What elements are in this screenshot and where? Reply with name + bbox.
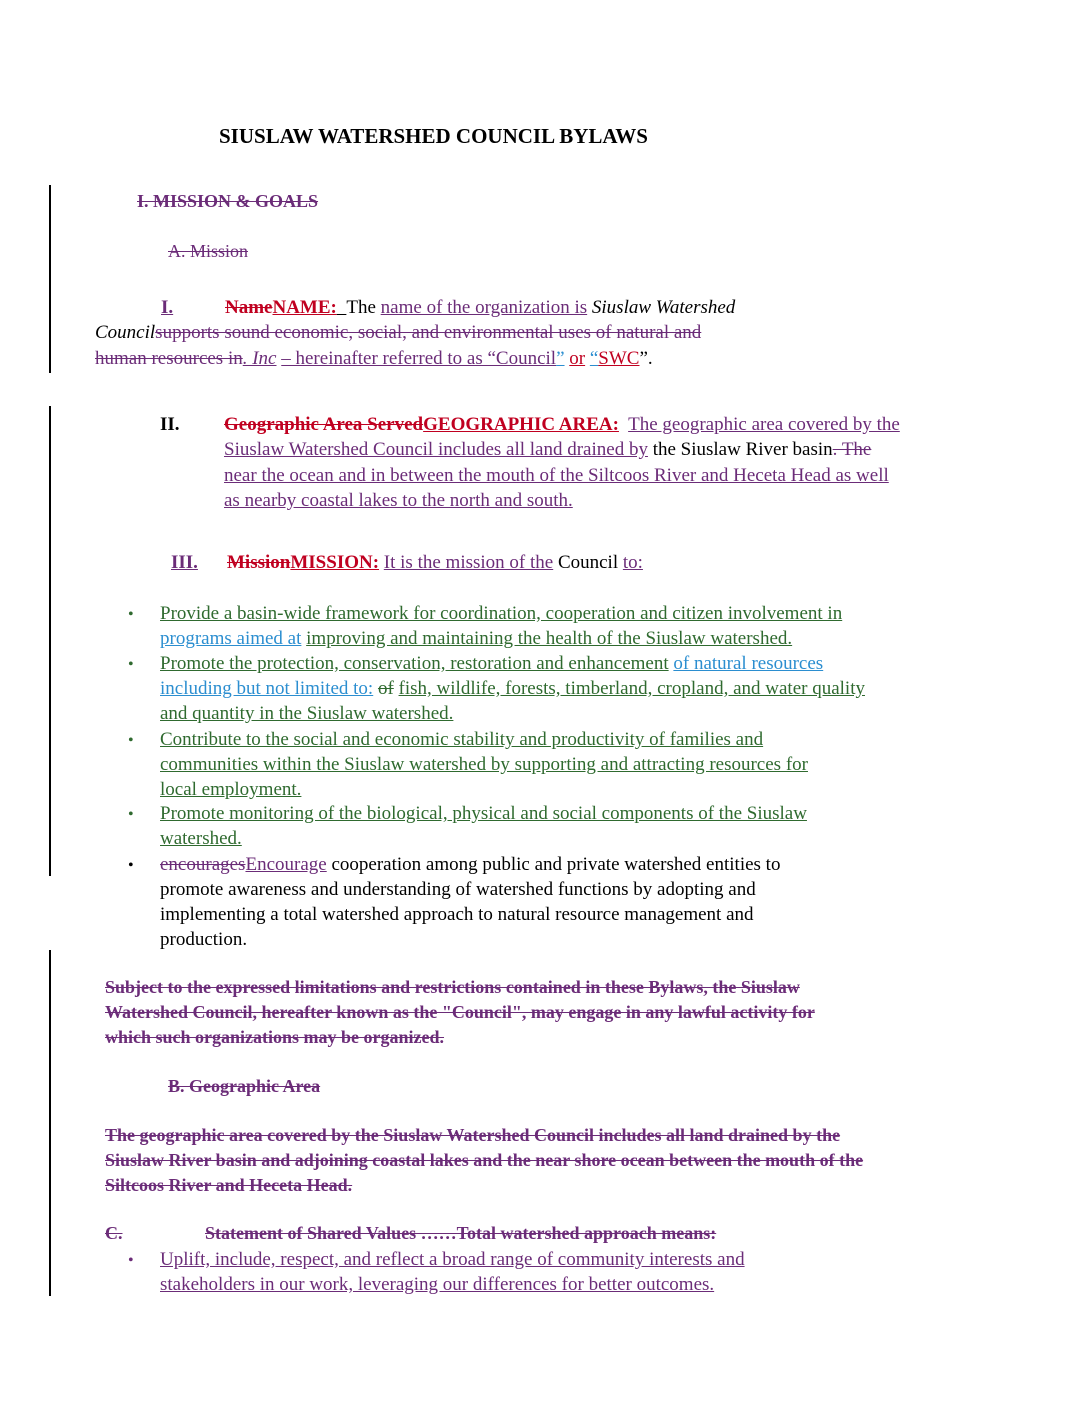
inserted-text: MISSION: bbox=[290, 552, 380, 573]
article-name-line bbox=[95, 348, 653, 370]
inserted-text: of natural resources bbox=[673, 653, 824, 674]
inserted-text: to: bbox=[622, 552, 643, 573]
bullet-icon: • bbox=[128, 656, 134, 673]
deleted-text: human resources in bbox=[95, 348, 243, 369]
values-bullet: Uplift, include, respect, and reflect a broad range of community interests and bbox=[160, 1249, 745, 1270]
section-heading: I. MISSION & GOALS bbox=[137, 191, 319, 211]
section-heading: C. bbox=[105, 1223, 123, 1243]
deleted-paragraph: Subject to the expressed limitations and restrictions contained in these Bylaws, the Siuslaw bbox=[105, 977, 800, 997]
inserted-text: improving and maintaining the health of the Siuslaw watershed. bbox=[306, 628, 793, 649]
section-heading: B. Geographic Area bbox=[168, 1076, 321, 1096]
section-heading: Statement of Shared Values ……Total watershed approach means: bbox=[205, 1223, 717, 1243]
mission-bullet: implementing a total watershed approach to natural resource management and bbox=[160, 904, 754, 925]
mission-bullet bbox=[160, 678, 865, 700]
section-heading: A. Mission bbox=[168, 241, 249, 261]
bullet-icon: • bbox=[128, 606, 134, 623]
inserted-text: Promote the protection, conservation, restoration and enhancement bbox=[160, 653, 669, 674]
article-number: II. bbox=[160, 414, 180, 435]
article-geo-line bbox=[224, 439, 871, 461]
mission-bullet bbox=[160, 653, 823, 675]
inserted-text: as nearby coastal lakes to the north and south. bbox=[224, 490, 573, 511]
body-text: ”. bbox=[639, 348, 653, 369]
deleted-paragraph: which such organizations may be organized. bbox=[105, 1027, 445, 1047]
inserted-text: SWC bbox=[598, 348, 640, 369]
mission-bullet: promote awareness and understanding of watershed functions by adopting and bbox=[160, 879, 756, 900]
inserted-text: Siuslaw Watershed Council includes all land drained by bbox=[224, 439, 648, 460]
deleted-text: encourages bbox=[160, 854, 246, 875]
inserted-text: including but not limited to: bbox=[160, 678, 374, 699]
inserted-text: Encourage bbox=[245, 854, 327, 875]
inserted-text: NAME: bbox=[272, 297, 337, 318]
org-name: Siuslaw Watershed bbox=[591, 297, 736, 318]
deleted-paragraph: Siuslaw River basin and adjoining coastal lakes and the near shore ocean between the mouth of the bbox=[105, 1150, 864, 1170]
deleted-text: supports sound economic, social, and environmental uses of natural and bbox=[155, 322, 702, 343]
bullet-icon: • bbox=[128, 806, 134, 823]
inserted-text: or bbox=[569, 348, 586, 369]
inserted-text: programs aimed at bbox=[160, 628, 302, 649]
deleted-text: of bbox=[377, 678, 394, 699]
article-number: I. bbox=[161, 297, 174, 318]
mission-bullet: and quantity in the Siuslaw watershed. bbox=[160, 703, 454, 724]
inserted-text: It is the mission of the bbox=[383, 552, 554, 573]
inserted-text: GEOGRAPHIC AREA: bbox=[423, 414, 619, 435]
deleted-paragraph: Watershed Council, hereafter known as the "Council", may engage in any lawful activity for bbox=[105, 1002, 815, 1022]
mission-bullet: Contribute to the social and economic stability and productivity of families and bbox=[160, 729, 764, 750]
bullet-icon: • bbox=[128, 857, 134, 874]
body-text: cooperation among public and private watershed entities to bbox=[331, 854, 781, 875]
deleted-paragraph: Siltcoos River and Heceta Head. bbox=[105, 1175, 353, 1195]
change-bar bbox=[49, 950, 51, 1296]
article-name-line bbox=[95, 297, 735, 319]
article-number: III. bbox=[171, 552, 198, 573]
mission-bullet: communities within the Siuslaw watershed by supporting and attracting resources for bbox=[160, 754, 808, 775]
inserted-text: near the ocean and in between the mouth of the Siltcoos River and Heceta Head as well bbox=[224, 465, 889, 486]
mission-bullet: local employment. bbox=[160, 779, 302, 800]
mission-bullet: watershed. bbox=[160, 828, 242, 849]
bullet-icon: • bbox=[128, 732, 134, 749]
mission-bullet: production. bbox=[160, 929, 248, 950]
body-text: Council bbox=[557, 552, 619, 573]
inserted-text: The geographic area covered by the bbox=[628, 414, 900, 435]
article-name-line bbox=[95, 322, 701, 344]
mission-bullet bbox=[160, 628, 792, 650]
mission-bullet bbox=[160, 854, 780, 876]
change-bar bbox=[49, 185, 51, 373]
body-text: The bbox=[346, 297, 376, 318]
inserted-text: – hereinafter referred to as “Council bbox=[281, 348, 557, 369]
inserted-text: ” bbox=[556, 348, 565, 369]
deleted-text: . The bbox=[832, 439, 872, 460]
mission-bullet: Promote monitoring of the biological, physical and social components of the Siuslaw bbox=[160, 803, 807, 824]
deleted-text: Name bbox=[225, 297, 273, 318]
inserted-text: . Inc bbox=[242, 348, 277, 369]
bullet-icon: • bbox=[128, 1252, 134, 1269]
article-mission-line bbox=[95, 552, 643, 574]
mission-bullet: Provide a basin-wide framework for coordination, cooperation and citizen involvement in bbox=[160, 603, 843, 624]
values-bullet: stakeholders in our work, leveraging our differences for better outcomes. bbox=[160, 1274, 715, 1295]
change-bar bbox=[49, 406, 51, 876]
inserted-text: “ bbox=[589, 348, 599, 369]
body-text: the Siuslaw River basin bbox=[652, 439, 833, 460]
inserted-text: fish, wildlife, forests, timberland, cropland, and water quality bbox=[398, 678, 865, 699]
inserted-text: name of the organization is bbox=[380, 297, 588, 318]
deleted-text: Mission bbox=[227, 552, 291, 573]
article-geo-line bbox=[224, 414, 900, 436]
document-title: SIUSLAW WATERSHED COUNCIL BYLAWS bbox=[219, 124, 648, 148]
deleted-paragraph: The geographic area covered by the Siuslaw Watershed Council includes all land drained by the bbox=[105, 1125, 841, 1145]
org-name: Council bbox=[95, 322, 156, 343]
deleted-text: Geographic Area Served bbox=[224, 414, 424, 435]
